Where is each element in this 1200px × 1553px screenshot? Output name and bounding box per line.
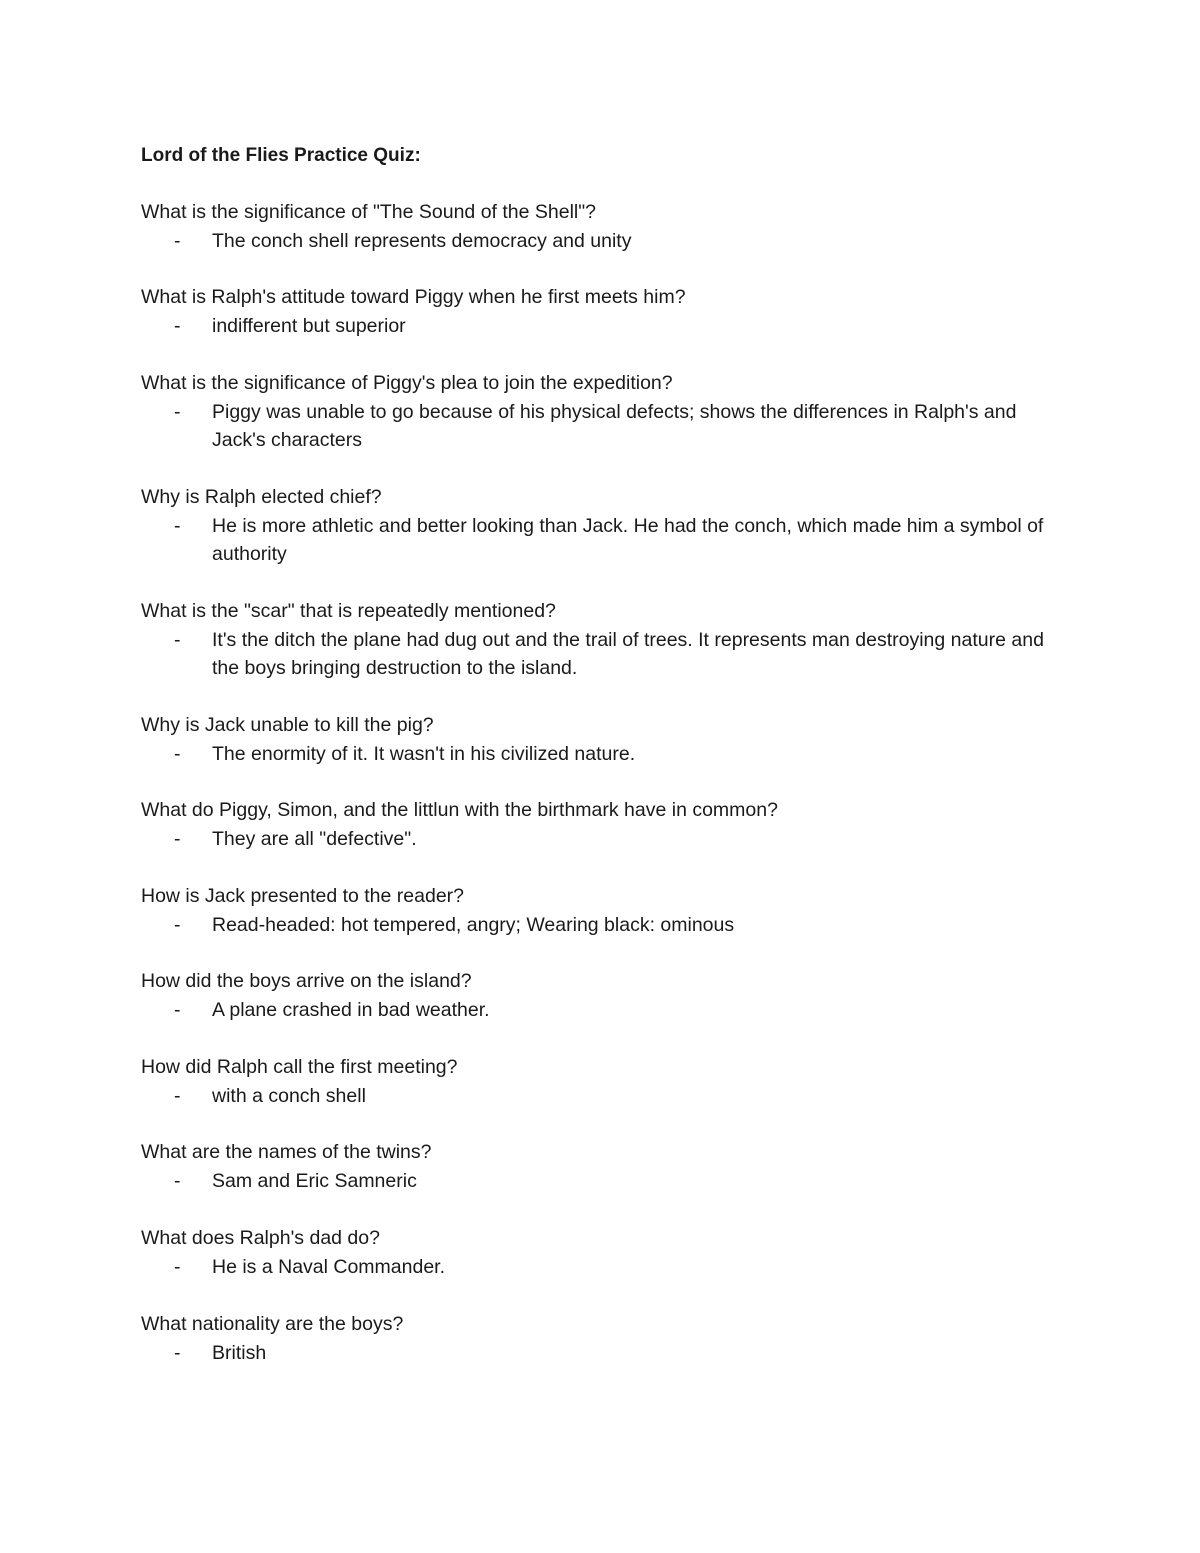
answer-item — [141, 1339, 1061, 1368]
answer-text: with a conch shell — [212, 1084, 366, 1107]
question-text: Why is Jack unable to kill the pig? — [141, 714, 434, 736]
answer-item — [141, 911, 1061, 940]
question-text: What does Ralph's dad do? — [141, 1227, 380, 1249]
bullet-dash: - — [174, 913, 181, 936]
answer-item — [141, 825, 1061, 854]
qa-item-7 — [141, 796, 1061, 853]
answer-item — [141, 996, 1061, 1025]
question-text: How did Ralph call the first meeting? — [141, 1056, 458, 1078]
question-text: What is the significance of Piggy's plea to join the expedition? — [141, 372, 673, 394]
qa-item-4 — [141, 483, 1061, 569]
bullet-dash: - — [174, 514, 181, 537]
bullet-dash: - — [174, 742, 181, 765]
answer-text: He is more athletic and better looking than Jack. He had the conch, which made him a symbol of authority — [212, 514, 1044, 565]
question-text: Why is Ralph elected chief? — [141, 486, 382, 508]
answer-item — [141, 398, 1061, 455]
answer-item — [141, 312, 1061, 341]
answer-text: British — [212, 1341, 267, 1364]
question-text: What nationality are the boys? — [141, 1313, 404, 1335]
bullet-dash: - — [174, 1255, 181, 1278]
answer-text: Read-headed: hot tempered, angry; Wearing black: ominous — [212, 913, 735, 936]
qa-item-1 — [141, 198, 1061, 255]
qa-item-12 — [141, 1224, 1061, 1281]
answer-text: He is a Naval Commander. — [212, 1255, 446, 1278]
answer-text: They are all "defective". — [212, 827, 417, 850]
answer-text: A plane crashed in bad weather. — [212, 998, 490, 1021]
question-text: What is the "scar" that is repeatedly mentioned? — [141, 600, 556, 622]
qa-item-8 — [141, 882, 1061, 939]
question-text: How did the boys arrive on the island? — [141, 970, 472, 992]
bullet-dash: - — [174, 314, 181, 337]
qa-item-2 — [141, 283, 1061, 340]
answer-text: Sam and Eric Samneric — [212, 1169, 417, 1192]
answer-item — [141, 227, 1061, 256]
bullet-dash: - — [174, 1169, 181, 1192]
question-text: What are the names of the twins? — [141, 1141, 432, 1163]
answer-item — [141, 512, 1061, 569]
qa-item-10 — [141, 1053, 1061, 1110]
quiz-title: Lord of the Flies Practice Quiz: — [141, 145, 421, 166]
bullet-dash: - — [174, 400, 181, 423]
qa-item-6 — [141, 711, 1061, 768]
answer-item — [141, 626, 1061, 683]
answer-item — [141, 1253, 1061, 1282]
bullet-dash: - — [174, 998, 181, 1021]
answer-text: The conch shell represents democracy and unity — [212, 229, 632, 252]
answer-text: The enormity of it. It wasn't in his civilized nature. — [212, 742, 636, 765]
question-text: How is Jack presented to the reader? — [141, 885, 465, 907]
qa-item-3 — [141, 369, 1061, 455]
answer-item — [141, 740, 1061, 769]
question-text: What is the significance of "The Sound of the Shell"? — [141, 201, 597, 223]
answer-text: It's the ditch the plane had dug out and the trail of trees. It represents man destroying nature and the boys bringing destruction to the island. — [212, 628, 1044, 679]
qa-item-9 — [141, 967, 1061, 1024]
question-text: What is Ralph's attitude toward Piggy when he first meets him? — [141, 286, 686, 308]
bullet-dash: - — [174, 628, 181, 651]
bullet-dash: - — [174, 1341, 181, 1364]
bullet-dash: - — [174, 1084, 181, 1107]
qa-item-11 — [141, 1138, 1061, 1195]
bullet-dash: - — [174, 827, 181, 850]
answer-item — [141, 1082, 1061, 1111]
answer-item — [141, 1167, 1061, 1196]
qa-item-13 — [141, 1310, 1061, 1367]
qa-item-5 — [141, 597, 1061, 683]
bullet-dash: - — [174, 229, 181, 252]
answer-text: indifferent but superior — [212, 314, 406, 337]
answer-text: Piggy was unable to go because of his physical defects; shows the differences in Ralph's and Jack's characters — [212, 400, 1017, 451]
question-text: What do Piggy, Simon, and the littlun with the birthmark have in common? — [141, 799, 778, 821]
